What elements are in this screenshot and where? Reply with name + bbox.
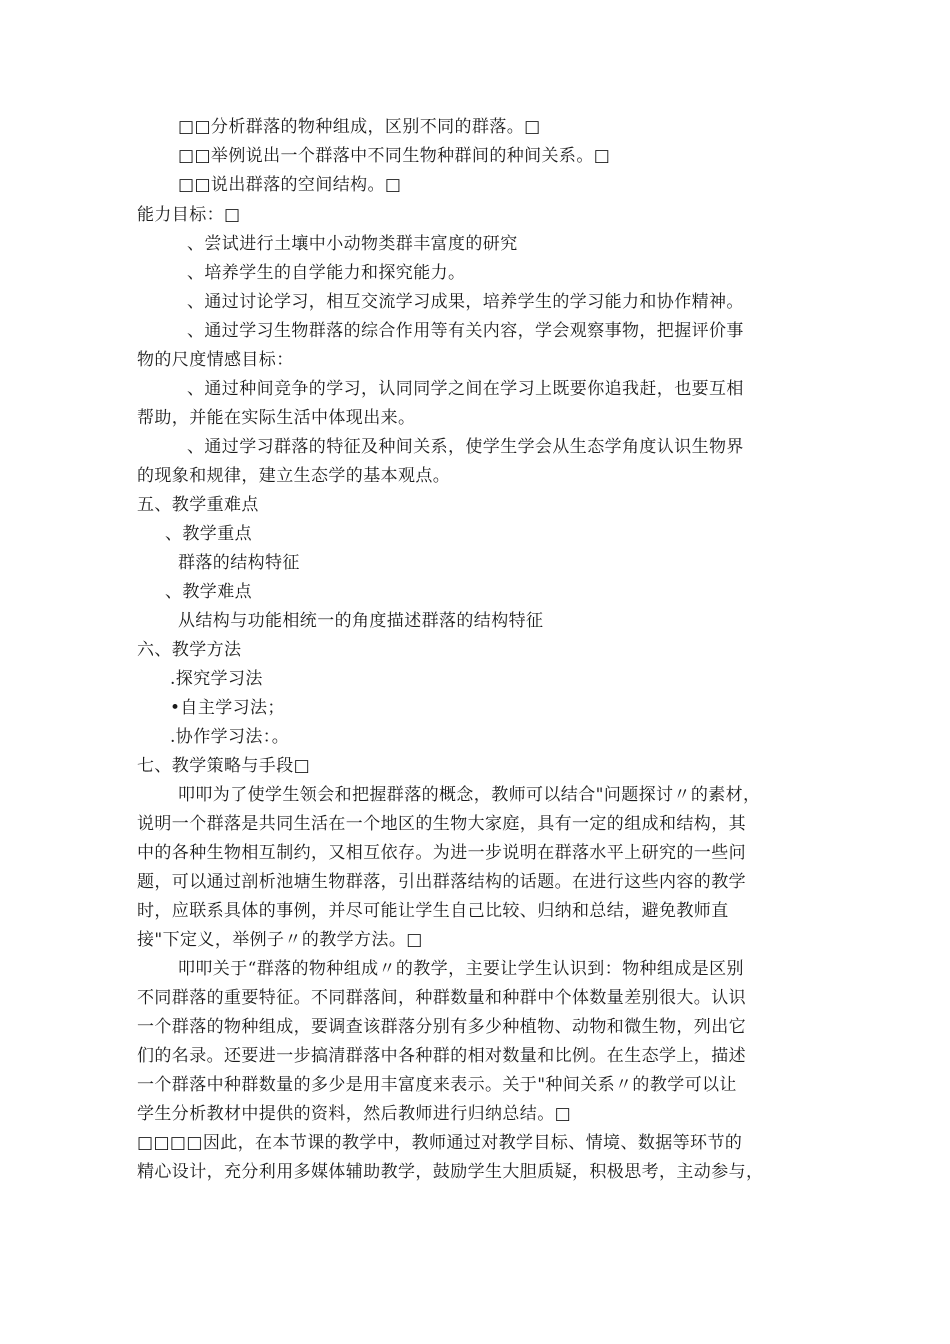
ability-item: 、通过学习生物群落的综合作用等有关内容，学会观察事物，把握评价事 — [187, 321, 744, 341]
ability-item: 物的尺度情感目标： — [137, 350, 294, 370]
paragraph-line: □□□□因此，在本节课的教学中，教师通过对教学目标、情境、数据等环节的 — [137, 1133, 743, 1153]
paragraph-line: 一个群落中种群数量的多少是用丰富度来表示。关于"种间关系〃的教学可以让 — [137, 1075, 737, 1095]
objective-line: □□说出群落的空间结构。□ — [178, 175, 402, 195]
section6-heading: 六、教学方法 — [137, 640, 242, 660]
ability-item: 的现象和规律，建立生态学的基本观点。 — [137, 466, 451, 486]
ability-item: 、通过种间竞争的学习，认同同学之间在学习上既要你追我赶，也要互相 — [187, 379, 744, 399]
section5-item: 从结构与功能相统一的角度描述群落的结构特征 — [178, 611, 544, 631]
section6-item: .协作学习法：。 — [170, 727, 290, 747]
paragraph-line: 中的各种生物相互制约，又相互依存。为进一步说明在群落水平上研究的一些问 — [137, 843, 746, 863]
section5-item: 、教学重点 — [165, 524, 252, 544]
section5-item: 、教学难点 — [165, 582, 252, 602]
ability-heading: 能力目标：□ — [137, 205, 241, 225]
paragraph-line: 精心设计，充分利用多媒体辅助教学，鼓励学生大胆质疑，积极思考，主动参与， — [137, 1162, 764, 1182]
paragraph-line: 时，应联系具体的事例，并尽可能让学生自己比较、归纳和总结，避免教师直 — [137, 901, 729, 921]
ability-item: 、通过讨论学习，相互交流学习成果，培养学生的学习能力和协作精神。 — [187, 292, 744, 312]
ability-item: 帮助，并能在实际生活中体现出来。 — [137, 408, 416, 428]
paragraph-line: 不同群落的重要特征。不同群落间，种群数量和种群中个体数量差别很大。认识 — [137, 988, 746, 1008]
section5-item: 群落的结构特征 — [178, 553, 300, 573]
ability-item: 、培养学生的自学能力和探究能力。 — [187, 263, 466, 283]
paragraph-line: 学生分析教材中提供的资料，然后教师进行归纳总结。□ — [137, 1104, 572, 1124]
paragraph-line: 接"下定义，举例子〃的教学方法。□ — [137, 930, 423, 950]
section6-item: .探究学习法 — [170, 669, 263, 689]
paragraph-line: 一个群落的物种组成，要调查该群落分别有多少种植物、动物和微生物，列出它 — [137, 1017, 746, 1037]
section5-heading: 五、教学重难点 — [137, 495, 259, 515]
ability-item: 、尝试进行土壤中小动物类群丰富度的研究 — [187, 234, 518, 254]
objective-line: □□举例说出一个群落中不同生物种群间的种间关系。□ — [178, 146, 611, 166]
paragraph-line: 们的名录。还要进一步搞清群落中各种群的相对数量和比例。在生态学上，描述 — [137, 1046, 746, 1066]
paragraph-line: 说明一个群落是共同生活在一个地区的生物大家庭，具有一定的组成和结构，其 — [137, 814, 746, 834]
ability-item: 、通过学习群落的特征及种间关系，使学生学会从生态学角度认识生物界 — [187, 437, 744, 457]
section6-item: •自主学习法； — [170, 698, 285, 718]
paragraph-line: 叩叩关于“群落的物种组成〃的教学，主要让学生认识到：物种组成是区别 — [178, 959, 744, 979]
paragraph-line: 叩叩为了使学生领会和把握群落的概念，教师可以结合"问题探讨〃的素材， — [178, 785, 761, 805]
paragraph-line: 题，可以通过剖析池塘生物群落，引出群落结构的话题。在进行这些内容的教学 — [137, 872, 746, 892]
objective-line: □□分析群落的物种组成，区别不同的群落。□ — [178, 117, 541, 137]
section7-heading: 七、教学策略与手段□ — [137, 756, 311, 776]
